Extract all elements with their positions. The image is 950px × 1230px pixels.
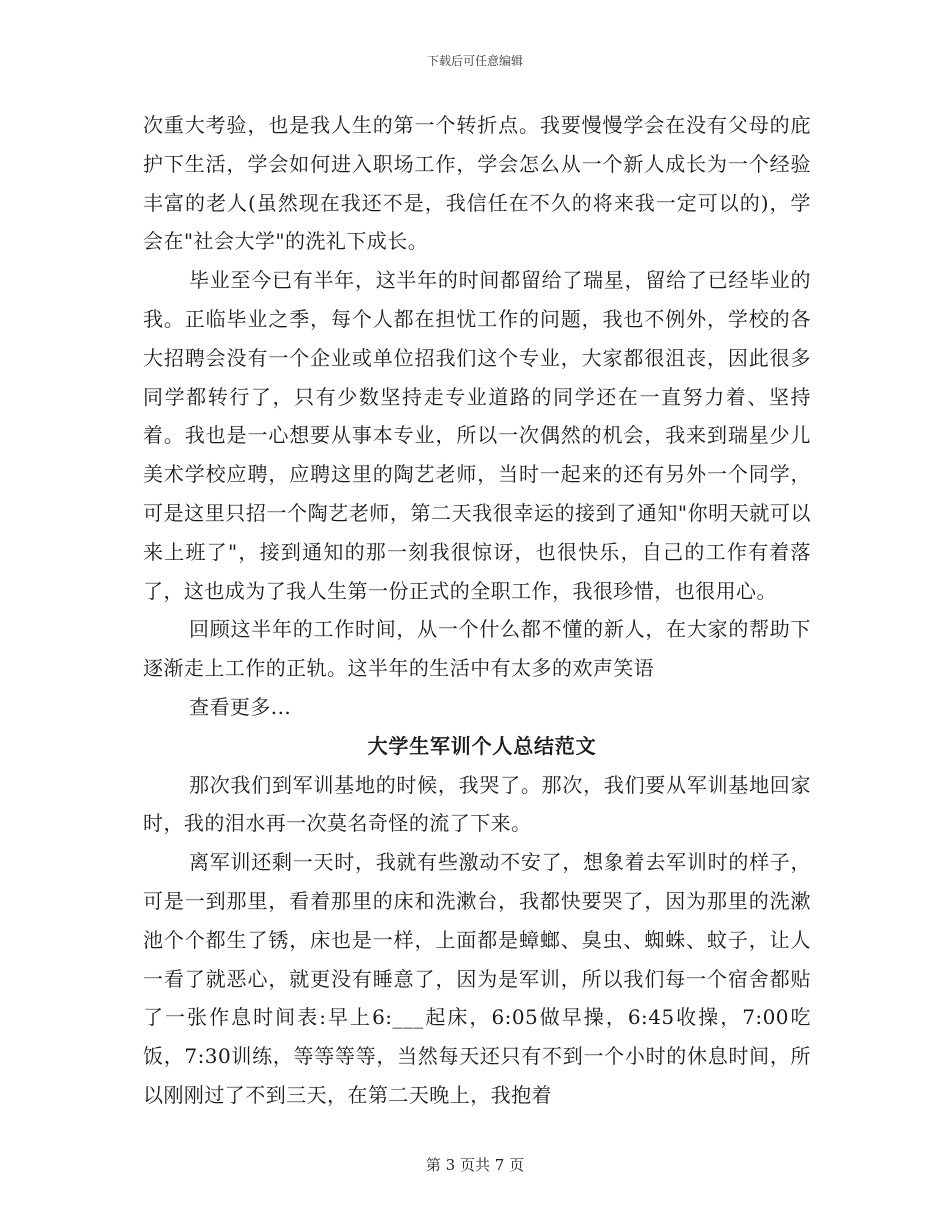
section-title: 大学生军训个人总结范文 bbox=[367, 733, 597, 758]
paragraph-2: 毕业至今已有半年，这半年的时间都留给了瑞星，留给了已经毕业的我。正临毕业之季，每个人都在担忧工作的问题，我也不例外，学校的各大招聘会没有一个企业或单位招我们这个专业，大家都很沮丧，因此很多同学都转行了，只有少数坚持走专业道路的同学还在一直努力着、坚持着。我也是一心想要从事本专业，所以一次偶然的机会，我来到瑞星少儿美术学校应聘，应聘这里的陶艺老师，当时一起来的还有另外一个同学，可是这里只招一个陶艺老师，第二天我很幸运的接到了通知"你明天就可以来上班了"，接到通知的那一刻我很惊讶，也很快乐，自己的工作有着落了，这也成为了我人生第一份正式的全职工作，我很珍惜，也很用心。 bbox=[143, 268, 811, 603]
page-header: 下载后可任意编辑 bbox=[426, 54, 523, 68]
paragraph-3: 回顾这半年的工作时间，从一个什么都不懂的新人，在大家的帮助下逐渐走上工作的正轨。这半年的生活中有太多的欢声笑语 bbox=[143, 617, 811, 681]
page-footer: 第 3 页共 7 页 bbox=[425, 1156, 525, 1174]
paragraph-5: 离军训还剩一天时，我就有些激动不安了，想象着去军训时的样子，可是一到那里，看着那里的床和洗漱台，我都快要哭了，因为那里的洗漱池个个都生了锈，床也是一样，上面都是蟑螂、臭虫、蜘蛛、蚊子，让人一看了就恶心，就更没有睡意了，因为是军训，所以我们每一个宿舍都贴了一张作息时间表:早上6:___起床，6:05做早操，6:45收操，7:00吃饭，7:30训练，等等等等，当然每天还只有不到一个小时的休息时间，所以刚刚过了不到三天，在第二天晚上，我抱着 bbox=[143, 850, 811, 1107]
paragraph-1: 次重大考验，也是我人生的第一个转折点。我要慢慢学会在没有父母的庇护下生活，学会如何进入职场工作，学会怎么从一个新人成长为一个经验丰富的老人(虽然现在我还不是，我信任在不久的将来我一定可以的)，学会在"社会大学"的洗礼下成长。 bbox=[143, 113, 811, 254]
view-more-link[interactable]: 查看更多... bbox=[189, 694, 292, 719]
document-body bbox=[143, 106, 811, 1115]
paragraph-4: 那次我们到军训基地的时候，我哭了。那次，我们要从军训基地回家时，我的泪水再一次莫名奇怪的流了下来。 bbox=[143, 772, 811, 836]
